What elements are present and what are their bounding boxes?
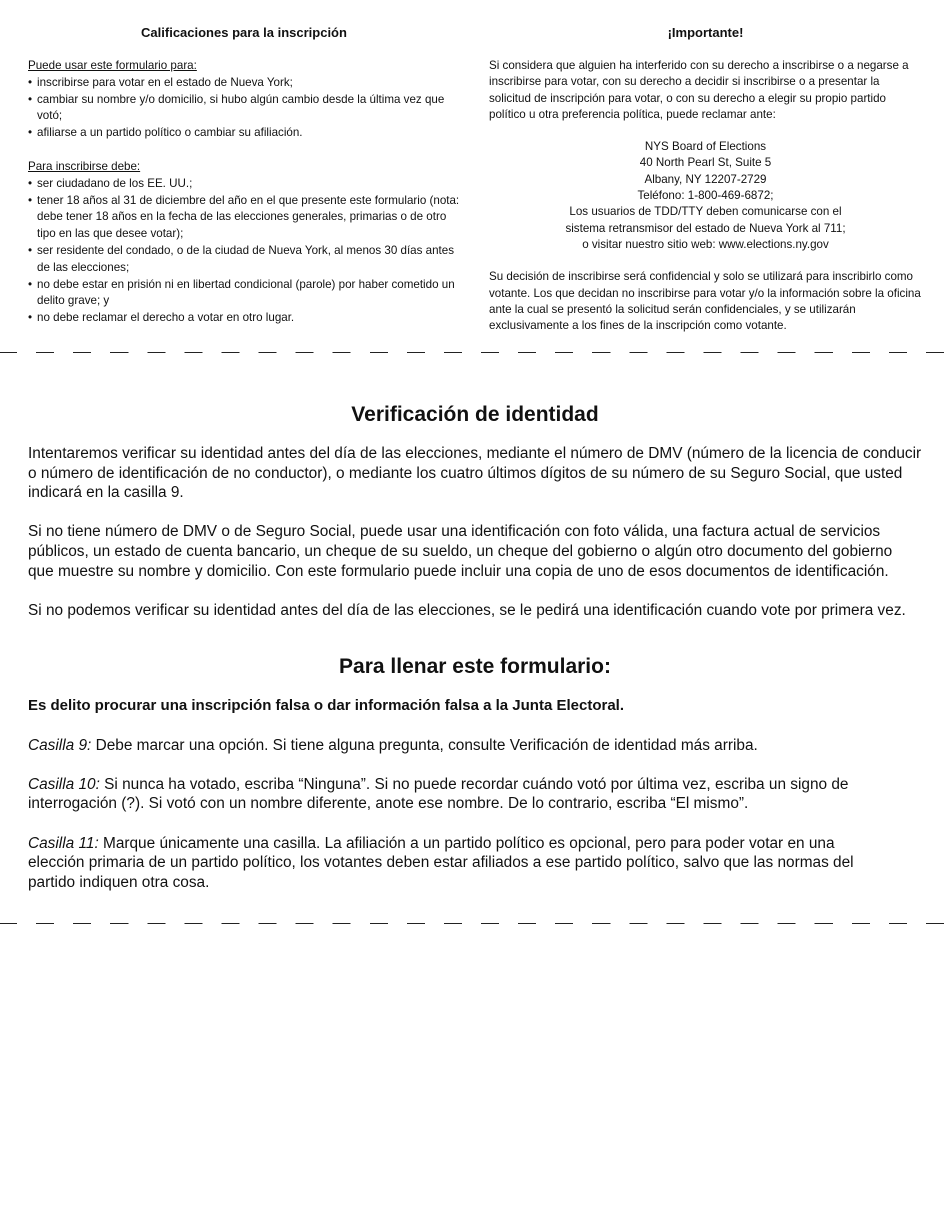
top-section xyxy=(28,24,922,344)
cut-line-divider xyxy=(0,923,950,924)
list-item: • no debe reclamar el derecho a votar en otro lugar. xyxy=(28,310,460,327)
box-11-text: Marque únicamente una casilla. La afiliación a un partido político es opcional, pero para poder votar en una elección primaria de un partido político, los votantes deben estar afiliados a ese partido político, salvo que las normas del partido indiquen otra cosa. xyxy=(28,834,854,891)
important-column xyxy=(489,24,922,334)
board-contact xyxy=(489,139,922,253)
box-10-text: Si nunca ha votado, escriba “Ninguna”. Si no puede recordar cuándo votó por última vez, escriba un signo de interrogación (?). Si votó con un nombre diferente, anote ese nombre. De lo contrario, escriba “El mismo”. xyxy=(28,775,849,813)
list-item: • ser residente del condado, o de la ciudad de Nueva York, al menos 30 días antes de las elecciones; xyxy=(28,243,460,277)
box-11-instruction xyxy=(28,834,878,893)
requirements-heading: Para inscribirse debe: xyxy=(28,159,141,173)
requirements-list xyxy=(28,176,460,327)
list-item: • cambiar su nombre y/o domicilio, si hubo algún cambio desde la última vez que votó; xyxy=(28,92,460,126)
box-10-label: Casilla 10: xyxy=(28,775,100,793)
cut-line-divider xyxy=(0,352,950,353)
list-item: • no debe estar en prisión ni en libertad condicional (parole) por haber cometido un delito grave; y xyxy=(28,277,460,311)
identity-paragraph: Si no tiene número de DMV o de Seguro Social, puede usar una identificación con foto válida, una factura actual de servicios públicos, un estado de cuenta bancario, un cheque de su sueldo, un cheque del gobierno o algún otro documento del gobierno que muestre su nombre y domicilio. Con este formulario puede incluir una copia de uno de esos documentos de identificación. xyxy=(28,523,893,580)
false-info-warning: Es delito procurar una inscripción falsa o dar información falsa a la Junta Electoral. xyxy=(28,697,625,715)
filling-title: Para llenar este formulario: xyxy=(339,655,611,679)
important-intro: Si considera que alguien ha interferido con su derecho a inscribirse o a negarse a inscribirse para votar, con su derecho a decidir si inscribirse o a presentar la solicitud de inscripción para votar, o con su derecho a elegir su propio partido político u otra preferencia política, puede reclamar ante: xyxy=(489,59,909,121)
uses-heading: Puede usar este formulario para: xyxy=(28,59,197,72)
box-9-label: Casilla 9: xyxy=(28,736,92,754)
confidential-note: Su decisión de inscribirse será confidencial y solo se utilizará para inscribirlo como votante. Los que decidan no inscribirse para votar y/o la información sobre la oficina ante la cual se presentó la solicitud serán confidenciales, y se utilizarán exclusivamente a los fines de la inscripción como votante. xyxy=(489,270,921,333)
list-item: • afiliarse a un partido político o cambiar su afiliación. xyxy=(28,125,460,142)
box-9-instruction xyxy=(28,736,922,756)
box-9-text: Debe marcar una opción. Si tiene alguna pregunta, consulte Verificación de identidad más arriba. xyxy=(91,736,758,754)
identity-paragraph: Intentaremos verificar su identidad antes del día de las elecciones, mediante el número de DMV (número de la licencia de conducir o número de identificación de no conductor), o mediante los cuatro últimos dígitos de su número de su Seguro Social, que usted indicará en la casilla 9. xyxy=(28,445,922,502)
box-10-instruction xyxy=(28,775,868,814)
identity-paragraph: Si no podemos verificar su identidad antes del día de las elecciones, se le pedirá una identificación cuando vote por primera vez. xyxy=(28,601,906,619)
qualifications-column xyxy=(28,24,460,327)
box-11-label: Casilla 11: xyxy=(28,834,99,852)
important-title: ¡Importante! xyxy=(667,25,744,40)
uses-list xyxy=(28,75,460,142)
contact-org: NYS Board of Elections xyxy=(644,140,767,154)
list-item: • ser ciudadano de los EE. UU.; xyxy=(28,176,460,193)
identity-title: Verificación de identidad xyxy=(351,403,599,426)
contact-street: 40 North Pearl St, Suite 5 xyxy=(639,156,772,170)
qualifications-title: Calificaciones para la inscripción xyxy=(141,25,347,40)
contact-tdd-1: Los usuarios de TDD/TTY deben comunicarse con el xyxy=(569,205,842,219)
main-section xyxy=(28,400,922,892)
contact-city: Albany, NY 12207-2729 xyxy=(644,172,767,186)
list-item: • inscribirse para votar en el estado de Nueva York; xyxy=(28,75,460,92)
contact-website: o visitar nuestro sitio web: www.elections.ny.gov xyxy=(582,237,829,251)
list-item: • tener 18 años al 31 de diciembre del año en el que presente este formulario (nota: debe tener 18 años en la fecha de las elecciones generales, primarias o de otro tipo en las que desee votar); xyxy=(28,193,460,243)
contact-phone: Teléfono: 1-800-469-6872; xyxy=(637,189,774,203)
contact-tdd-2: sistema retransmisor del estado de Nueva York al 711; xyxy=(565,221,846,235)
